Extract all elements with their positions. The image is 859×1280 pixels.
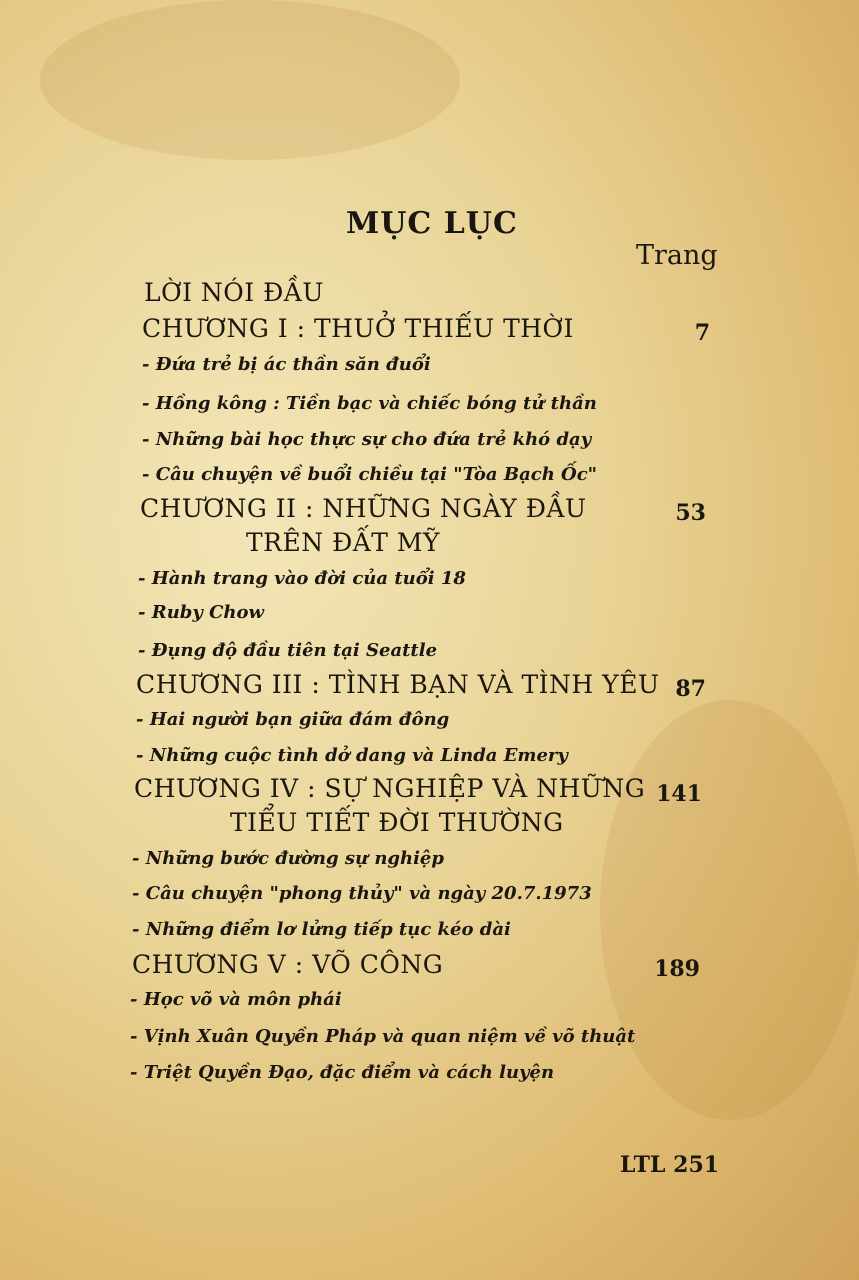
page-column-label: Trang <box>636 240 718 271</box>
chapter-3-item: - Hai người bạn giữa đám đông <box>136 709 450 730</box>
chapter-5-item: - Triệt Quyền Đạo, đặc điểm và cách luyện <box>130 1062 555 1083</box>
paper-stain <box>40 0 460 160</box>
preface-entry: LỜI NÓI ĐẦU <box>144 278 324 307</box>
chapter-2-title: CHƯƠNG II : NHỮNG NGÀY ĐẦU <box>140 494 587 523</box>
chapter-1-item: - Câu chuyện về buổi chiều tại "Tòa Bạch Ốc" <box>142 464 598 485</box>
chapter-5-title: CHƯƠNG V : VÕ CÔNG <box>132 950 444 979</box>
chapter-4-item: - Câu chuyện "phong thủy" và ngày 20.7.1973 <box>132 883 592 904</box>
chapter-1-item: - Đứa trẻ bị ác thần săn đuổi <box>142 354 431 375</box>
chapter-4-page: 141 <box>656 781 702 807</box>
chapter-5-page: 189 <box>654 956 700 982</box>
chapter-1-item: - Những bài học thực sự cho đứa trẻ khó dạy <box>142 429 592 450</box>
chapter-1-title: CHƯƠNG I : THUỞ THIẾU THỜI <box>142 314 574 343</box>
chapter-2-item: - Hành trang vào đời của tuổi 18 <box>138 568 466 589</box>
page-footer-code: LTL 251 <box>620 1152 720 1178</box>
page-title: MỤC LỤC <box>346 206 518 241</box>
chapter-3-title: CHƯƠNG III : TÌNH BẠN VÀ TÌNH YÊU <box>136 670 660 699</box>
chapter-3-page: 87 <box>675 676 706 702</box>
chapter-2-page: 53 <box>675 500 706 526</box>
chapter-2-title-cont: TRÊN ĐẤT MỸ <box>246 528 441 557</box>
chapter-1-page: 7 <box>694 320 710 346</box>
chapter-5-item: - Học võ và môn phái <box>130 989 342 1010</box>
chapter-4-item: - Những điểm lơ lửng tiếp tục kéo dài <box>132 919 511 940</box>
chapter-4-title-cont: TIỂU TIẾT ĐỜI THƯỜNG <box>230 808 564 837</box>
chapter-2-item: - Ruby Chow <box>138 602 265 623</box>
chapter-4-title: CHƯƠNG IV : SỰ NGHIỆP VÀ NHỮNG <box>134 774 646 803</box>
paper-stain <box>600 700 859 1120</box>
chapter-3-item: - Những cuộc tình dở dang và Linda Emery <box>136 745 568 766</box>
chapter-2-item: - Đụng độ đầu tiên tại Seattle <box>138 640 438 661</box>
chapter-4-item: - Những bước đường sự nghiệp <box>132 848 444 869</box>
chapter-5-item: - Vịnh Xuân Quyền Pháp và quan niệm về võ thuật <box>130 1026 636 1047</box>
chapter-1-item: - Hồng kông : Tiền bạc và chiếc bóng tử thần <box>142 393 597 414</box>
